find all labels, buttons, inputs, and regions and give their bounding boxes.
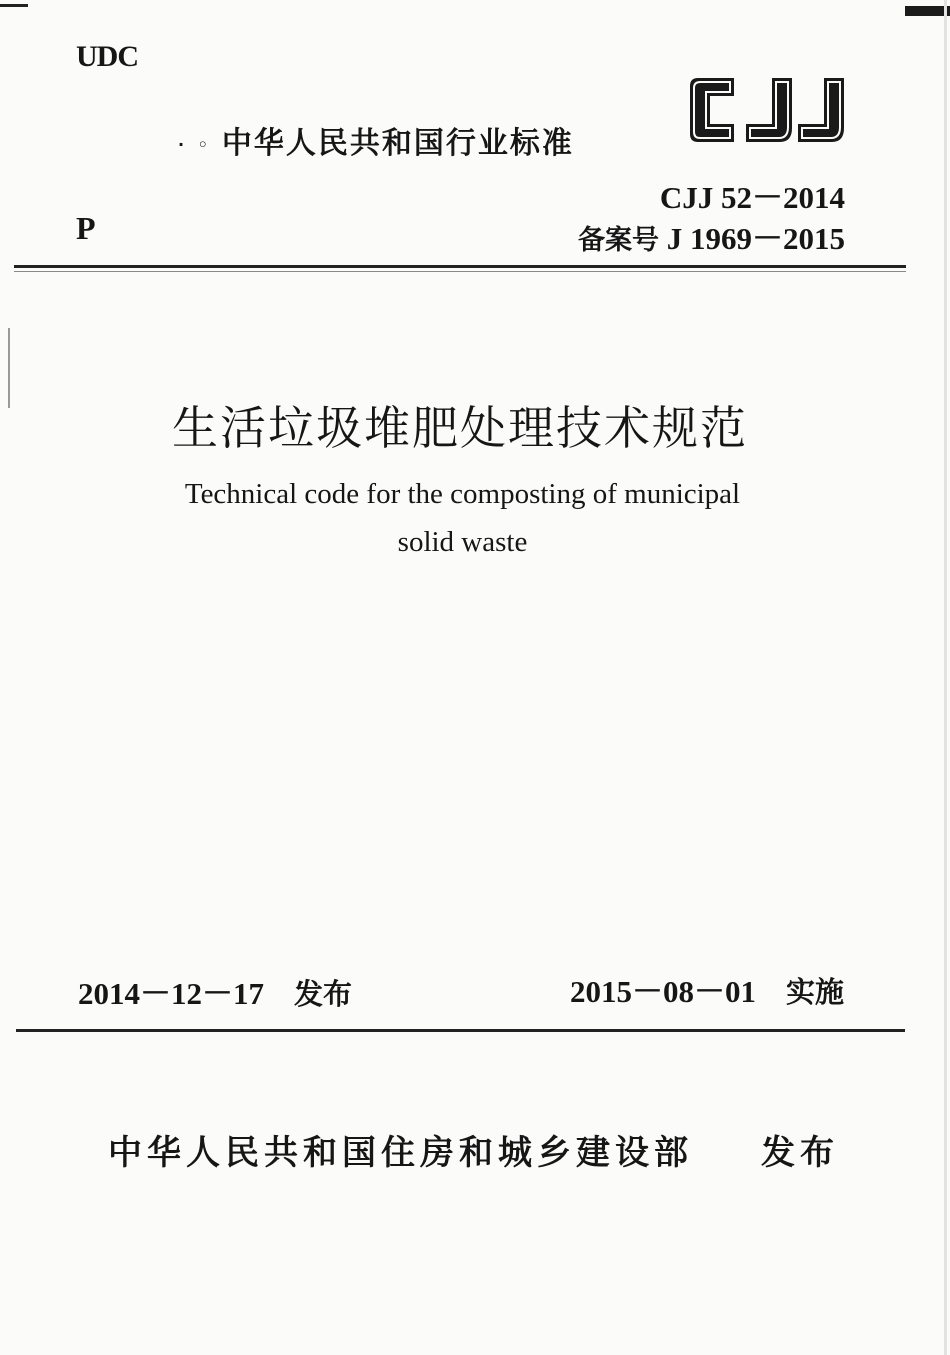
top-divider-thin [14, 271, 906, 272]
issue-date-value: 2014－12－17 [78, 976, 264, 1011]
title-english [0, 470, 925, 566]
top-divider [14, 265, 906, 268]
scan-edge-right [944, 0, 947, 1355]
implementation-date [570, 966, 844, 1011]
cjj-logo [688, 72, 848, 148]
filing-label: 备案号 [578, 225, 659, 256]
bottom-divider [16, 1029, 905, 1032]
scan-corner-mark [0, 4, 28, 7]
filing-value: J 1969－2015 [666, 221, 845, 256]
title-english-line2: solid waste [397, 526, 528, 558]
title-chinese: 生活垃圾堆肥处理技术规范 [172, 401, 748, 455]
issue-date [78, 968, 352, 1013]
title-english-line1: Technical code for the composting of municipal [184, 478, 741, 510]
publisher-name: 中华人民共和国住房和城乡建设部 [108, 1133, 693, 1173]
impl-label: 实施 [786, 975, 845, 1009]
standard-code: CJJ 52－2014 [659, 180, 845, 215]
category-letter: P [76, 210, 96, 246]
impl-date-value: 2015－08－01 [570, 974, 756, 1009]
udc-label: UDC [76, 40, 138, 73]
standard-type [178, 118, 574, 162]
decorative-dots: · ◦ [178, 135, 212, 154]
publisher-verb: 发布 [761, 1133, 839, 1173]
publisher [108, 1125, 839, 1174]
issue-label: 发布 [294, 977, 353, 1011]
standard-type-text: 中华人民共和国行业标准 [221, 126, 574, 161]
filing-number [578, 213, 845, 258]
